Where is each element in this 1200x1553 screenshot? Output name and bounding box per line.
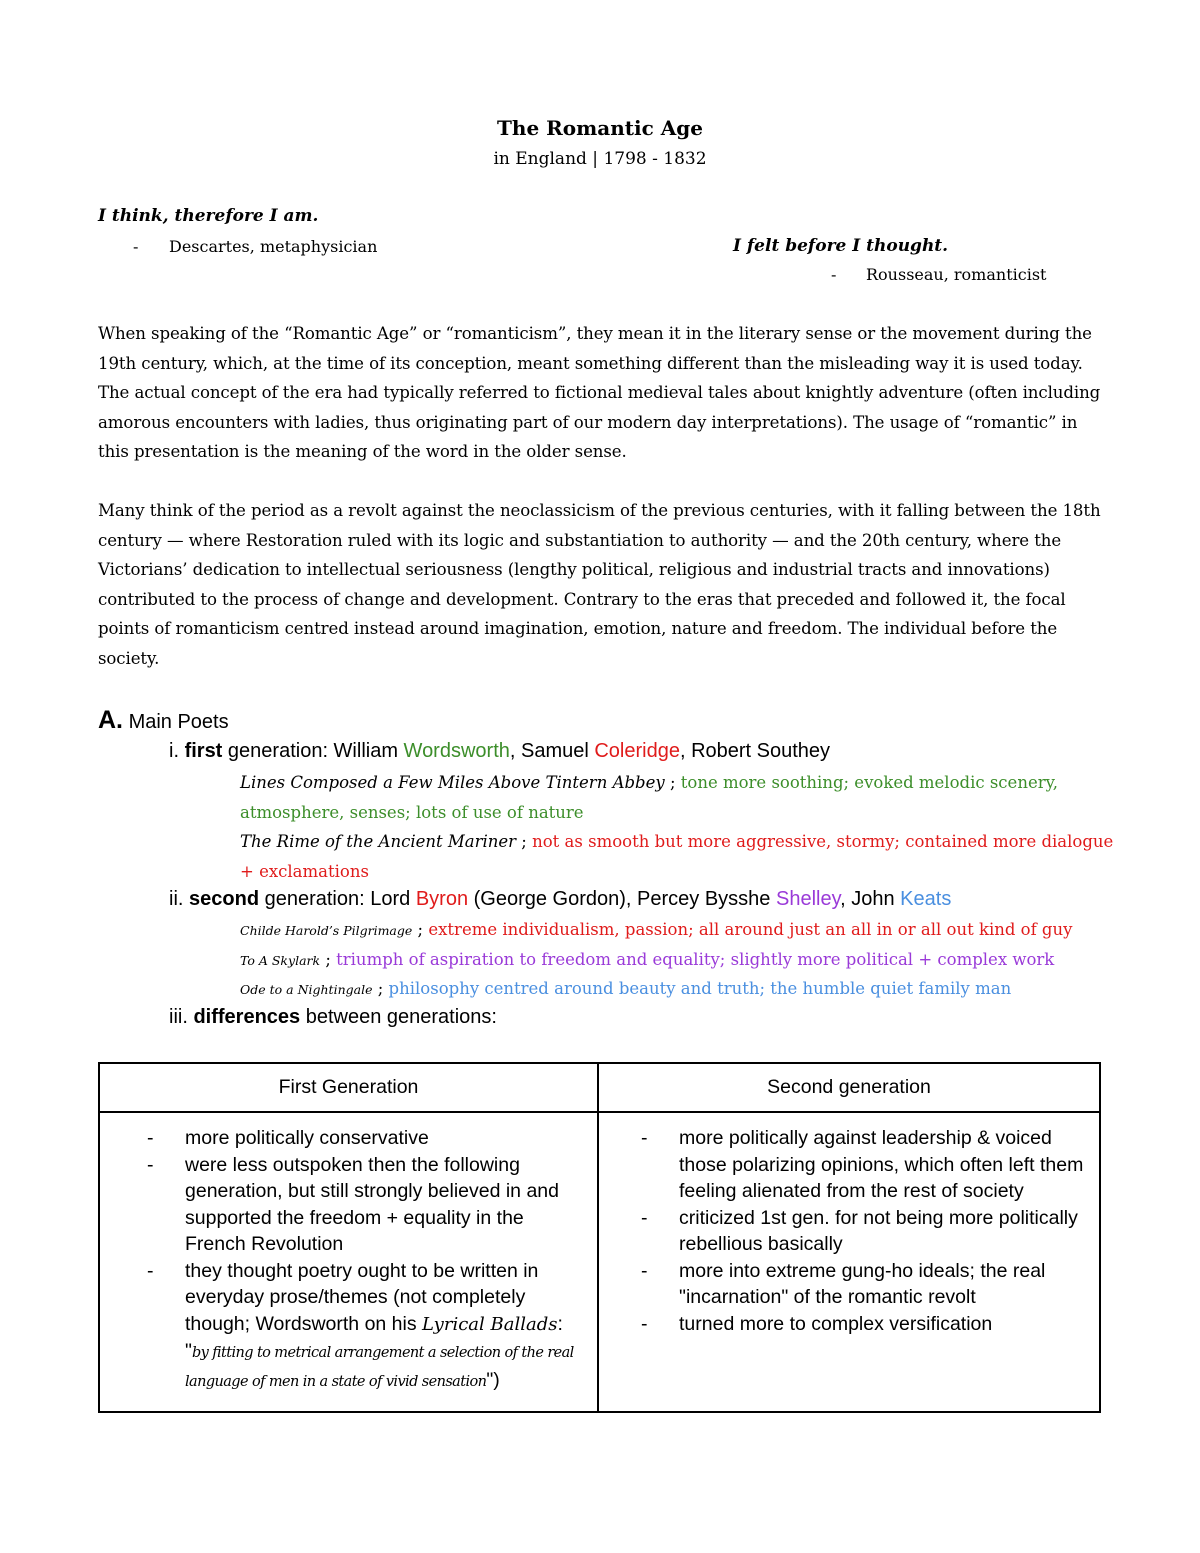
work-description: triumph of aspiration to freedom and equality; slightly more political + complex work [336,950,1055,969]
quote-rousseau: I felt before I thought. [733,236,949,256]
table-cell-first [99,1112,598,1412]
poet-coleridge: Coleridge [594,740,680,762]
quote-mark: " [185,1340,192,1362]
table-header-second: Second generation [598,1063,1100,1112]
section-heading [98,706,229,735]
generation-text: , Samuel [509,740,595,762]
generation-label: second [189,888,260,910]
poet-keats: Keats [900,888,952,910]
bullet-dash: - [831,265,837,284]
work-ancient-mariner [240,827,1120,886]
generation-label: first [184,740,223,762]
poet-shelley: Shelley [776,888,841,910]
table-cell-second [598,1112,1100,1412]
list-item-text: : [557,1312,563,1335]
poet-wordsworth: Wordsworth [403,740,510,762]
work-description: extreme individualism, passion; all around just an all in or all out kind of guy [428,920,1073,939]
list-item: - more politically conservative [145,1125,583,1152]
work-ode-nightingale [240,974,1011,1005]
paragraph-text: Many think of the period as a revolt against the neoclassicism of the previous centuries, with it falling between the 18th century — where Restoration ruled with its logic and substantiation to authority — and the 20th century, where the Victorians’ dedication to intellectual seriousness (lengthy political, religious and industrial tracts and innovations) contributed to the process of change and development. Contrary to the eras that preceded and followed it, the focal points of romanticism centred instead around imagination, emotion, nature and freedom. The individual before the society. [98,501,1101,668]
work-title: The Rime of the Ancient Mariner [240,832,517,851]
intro-paragraph [98,319,1108,467]
first-generation-line [169,740,830,763]
generation-text: generation: William [222,740,404,762]
generation-text: , Robert Southey [679,740,831,762]
quote-rousseau-author: Rousseau, romanticist [866,265,1047,284]
table-header-row [99,1063,1100,1112]
work-separator: ; [372,979,389,998]
list-number: ii. [169,888,184,910]
work-title: Ode to a Nightingale [240,982,373,997]
list-item: - criticized 1st gen. for not being more politically rebellious basically [639,1205,1085,1258]
list-item: - were less outspoken then the following generation, but still strongly believed in and supported the freedom + equality in the French Revolution [145,1152,583,1258]
first-generation-list [145,1125,583,1395]
work-description: philosophy centred around beauty and truth; the humble quiet family man [388,979,1012,998]
generation-text: , John [840,888,901,910]
work-childe-harold [240,915,1072,946]
second-generation-line [169,888,951,911]
table-header-first: First Generation [99,1063,598,1112]
quote-mark: ") [486,1368,500,1391]
list-item: - turned more to complex versification [639,1311,1085,1338]
bullet-dash: - [133,237,139,256]
poet-byron: Byron [415,888,469,910]
list-item [145,1258,583,1396]
page-subtitle: in England | 1798 - 1832 [493,149,707,169]
list-item: - more into extreme gung-ho ideals; the real "incarnation" of the romantic revolt [639,1258,1085,1311]
generations-table [98,1062,1101,1413]
work-title: Childe Harold’s Pilgrimage [240,923,413,938]
generation-text: between generations: [300,1006,497,1028]
section-title: Main Poets [128,711,229,733]
generation-text: generation: Lord [259,888,416,910]
second-generation-list [639,1125,1085,1337]
list-item: - more politically against leadership & voiced those polarizing opinions, which often left them feeling alienated from the rest of society [639,1125,1085,1205]
work-separator: ; [320,950,337,969]
work-title: To A Skylark [240,953,321,968]
generation-text: (George Gordon), Percey Bysshe [468,888,776,910]
context-paragraph [98,496,1108,673]
table-row [99,1112,1100,1412]
paragraph-text: When speaking of the “Romantic Age” or “romanticism”, they mean it in the literary sense or the movement during the 19th century, which, at the time of its conception, meant something different than the misleading way it is used today. The actual concept of the era had typically referred to fictional medieval tales about knightly adventure (often including amorous encounters with ladies, thus originating part of our modern day interpretations). The usage of “romantic” in this presentation is the meaning of the word in the older sense. [98,324,1101,461]
work-title: Lines Composed a Few Miles Above Tintern Abbey [240,773,665,792]
wordsworth-quote: by fitting to metrical arrangement a selection of the real language of men in a state of vivid sensation [185,1345,574,1390]
work-description: tone more soothing; evoked melodic scenery, atmosphere, senses; lots of use of nature [240,773,1058,822]
work-separator: ; [412,920,429,939]
section-letter: A. [98,706,123,734]
generation-label: differences [193,1006,301,1028]
work-tintern-abbey [240,768,1120,827]
differences-line [169,1006,497,1029]
work-to-a-skylark [240,945,1054,976]
list-number: iii. [169,1006,188,1028]
work-description: not as smooth but more aggressive, stormy; contained more dialogue + exclamations [240,832,1114,881]
list-number: i. [169,740,179,762]
page-title: The Romantic Age [497,116,703,140]
lyrical-ballads-title: Lyrical Ballads [422,1313,558,1335]
list-item-text: they thought poetry ought to be written in everyday prose/themes (not completely though; Wordsworth on his [185,1259,539,1335]
work-separator: ; [516,832,533,851]
quote-descartes: I think, therefore I am. [98,206,319,226]
quote-descartes-author: Descartes, metaphysician [169,237,378,256]
work-separator: ; [664,773,681,792]
